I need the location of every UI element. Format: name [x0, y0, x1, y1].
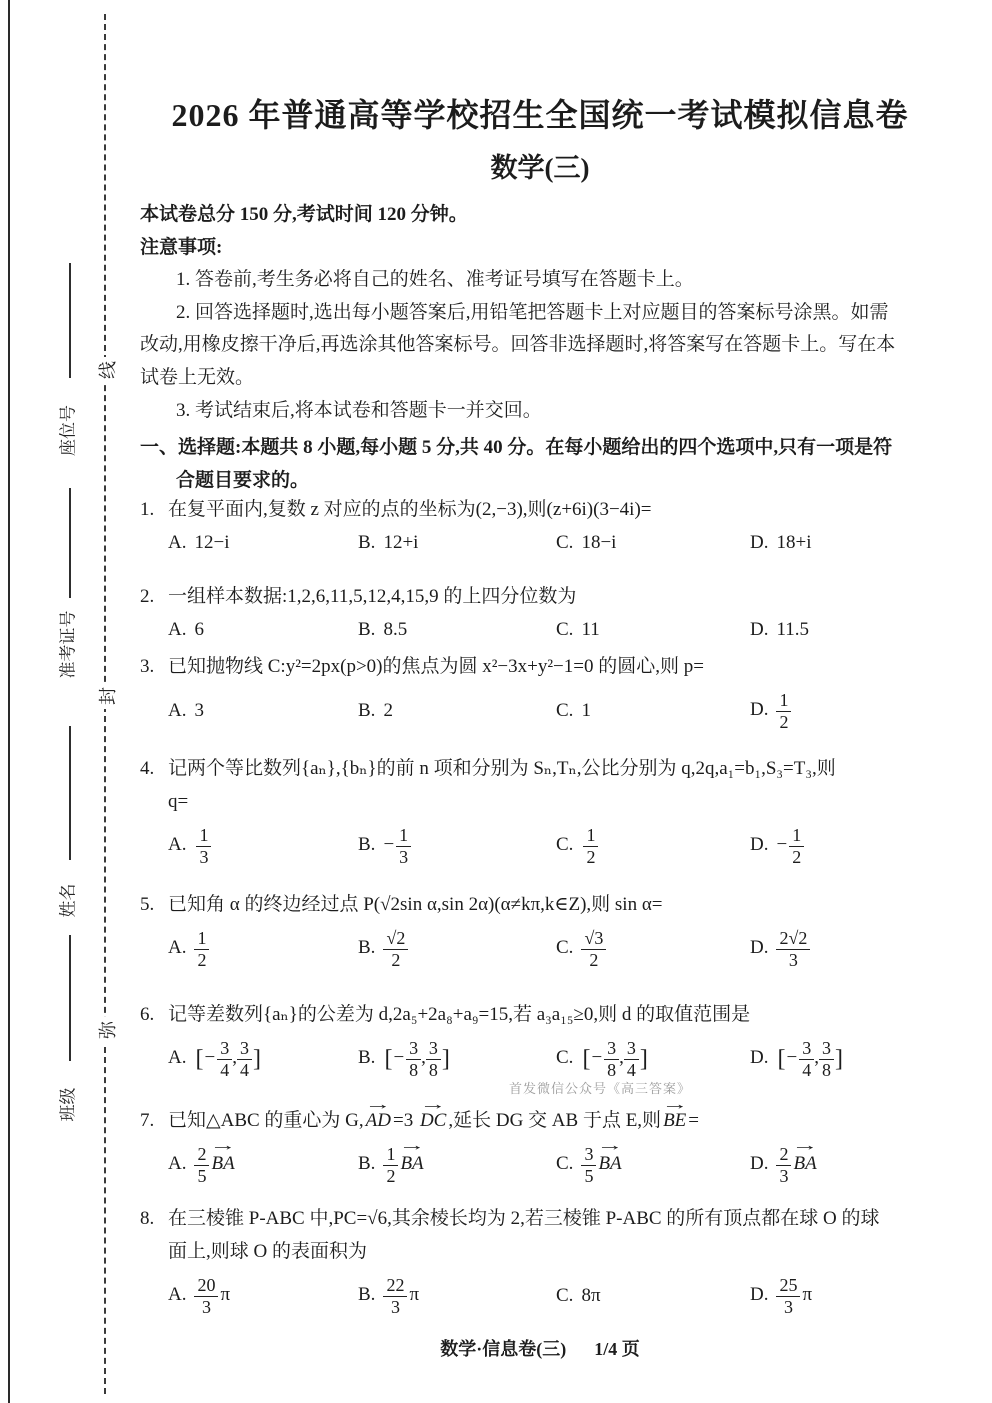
question-3: [140, 650, 940, 739]
option-value: 2: [383, 700, 393, 721]
option-label: A.: [168, 937, 187, 959]
class-blank: [69, 935, 71, 1061]
option-a: [168, 928, 358, 969]
option-value: 6: [194, 619, 204, 640]
page-title: 2026 年普通高等学校招生全国统一考试模拟信息卷: [171, 97, 909, 133]
section-header-line1: 一、选择题:本题共 8 小题,每小题 5 分,共 40 分。在每小题给出的四个选项中,只有一项是符: [140, 437, 893, 458]
seal-char-feng: 封: [89, 683, 125, 709]
option-label: B.: [358, 1284, 376, 1306]
option-label: B.: [358, 1153, 376, 1175]
option-value: 11: [581, 619, 600, 640]
option-label: B.: [358, 937, 376, 959]
option-fraction: $\frac{1}{3}$: [396, 825, 411, 866]
question-2-options: [140, 619, 940, 641]
option-c: [556, 532, 750, 554]
option-value: 8π: [581, 1285, 601, 1306]
option-d: [750, 532, 940, 554]
question-text: 在复平面内,复数 z 对应的点的坐标为(2,−3),则(z+6i)(3−4i)=: [168, 499, 652, 520]
option-fraction: $\frac{1}{2}$: [583, 825, 598, 866]
section-1-header: [140, 432, 940, 497]
option-value: 1: [581, 700, 591, 721]
question-8-stem-cont: 面上,则球 O 的表面积为: [168, 1241, 367, 1262]
option-b: [358, 619, 556, 641]
option-label: B.: [358, 700, 376, 721]
option-b: [358, 928, 556, 969]
footer-page-number: 1/4 页: [594, 1339, 640, 1359]
option-fraction: $\frac{2}{3}$: [776, 1144, 791, 1185]
total-score-line: 本试卷总分 150 分,考试时间 120 分钟。: [140, 204, 468, 225]
page-edge-line: [8, 0, 10, 1403]
vector-BA: → BA: [400, 1153, 423, 1175]
seat-number-label: 座位号: [58, 405, 78, 456]
option-fraction: $\frac{3}{8}$: [604, 1038, 619, 1079]
watermark-text: 首发微信公众号《高三答案》: [508, 1081, 691, 1096]
question-1-stem: [140, 493, 940, 526]
question-number: 3.: [140, 656, 155, 677]
option-label: C.: [556, 532, 574, 553]
option-a: A. $\frac{20}{3}$ π: [168, 1275, 231, 1317]
option-label: D.: [750, 1047, 769, 1069]
question-2: [140, 580, 940, 641]
option-c: [556, 1144, 750, 1185]
question-1-options: [140, 532, 940, 554]
option-b: B. − $\frac{1}{3}$: [358, 825, 556, 866]
page-footer: [140, 1335, 940, 1361]
exam-id-blank: [69, 488, 71, 598]
question-number: 2.: [140, 586, 155, 607]
notice-item-2-line2: 改动,用橡皮擦干净后,再选涂其他答案标号。回答非选择题时,将答案写在答题卡上。写在本: [140, 334, 896, 356]
notice-title: 注意事项:: [140, 236, 223, 258]
question-8-stem: [140, 1202, 940, 1235]
option-fraction: $\frac{3}{8}$: [426, 1038, 441, 1079]
question-text: 已知角 α 的终边经过点 P(√2sin α,sin 2α)(α≠kπ,k∈Z),则 sin α=: [168, 894, 663, 915]
option-c: [556, 700, 750, 722]
option-a: [168, 532, 358, 554]
question-number: 1.: [140, 499, 155, 520]
option-fraction: $\frac{1}{2}$: [776, 690, 791, 731]
option-fraction: $\frac{3}{4}$: [799, 1038, 814, 1079]
option-c: C. [− $\frac{3}{8}$ , $\frac{3}{4}$ ]: [556, 1038, 648, 1080]
option-label: A.: [168, 619, 187, 640]
option-d: D. − $\frac{1}{2}$: [750, 825, 940, 866]
option-d: [750, 690, 940, 731]
question-number: 8.: [140, 1208, 155, 1229]
seal-char-mi: 弥: [89, 1017, 125, 1043]
option-label: A.: [168, 1047, 187, 1069]
vector-BA: → BA: [793, 1153, 816, 1175]
notice-item-2-line1: 2. 回答选择题时,选出每小题答案后,用铅笔把答题卡上对应题目的答案标号涂黑。如需: [176, 301, 889, 323]
option-b: B. $\frac{22}{3}$ π: [358, 1275, 420, 1317]
option-label: B.: [358, 834, 376, 856]
vector-BA: → BA: [598, 1153, 621, 1175]
exam-page: [140, 0, 940, 1403]
vector-AD: → AD: [366, 1104, 391, 1137]
question-text: 已知抛物线 C:y²=2px(p>0)的焦点为圆 x²−3x+y²−1=0 的圆心,则 p=: [168, 656, 704, 677]
question-4-options: [140, 818, 940, 874]
exam-intro: [140, 199, 940, 427]
option-label: C.: [556, 1153, 574, 1175]
option-a: [168, 700, 358, 722]
option-fraction: $\frac{20}{3}$: [194, 1275, 218, 1316]
option-fraction: $\frac{3}{8}$: [819, 1038, 834, 1079]
class-label: 班级: [58, 1087, 78, 1122]
option-c: [556, 1285, 750, 1307]
question-7-stem: 7. 已知△ABC 的重心为 G, → AD =3 → DC ,延长 DG 交 AB 于点 E,则 → BE =: [140, 1096, 940, 1137]
option-label: C.: [556, 619, 574, 640]
option-label: C.: [556, 834, 574, 856]
option-fraction: $\frac{25}{3}$: [776, 1275, 800, 1316]
question-5: [140, 888, 940, 977]
option-value: 11.5: [776, 619, 810, 640]
vector-BA: → BA: [211, 1153, 234, 1175]
option-fraction: $\frac{1}{2}$: [194, 928, 209, 969]
option-fraction: $\frac{22}{3}$: [383, 1275, 407, 1316]
option-value: 12−i: [194, 532, 230, 553]
option-label: C.: [556, 937, 574, 959]
option-fraction: $\frac{3}{8}$: [406, 1038, 421, 1079]
option-c: [556, 928, 750, 969]
question-4-stem: [140, 752, 940, 785]
question-number: 7.: [140, 1110, 155, 1131]
question-text: 记两个等比数列{aₙ},{bₙ}的前 n 项和分别为 Sₙ,Tₙ,公比分别为 q,2q,a₁=b₁,S₃=T₃,则: [168, 758, 836, 779]
option-b: [358, 1144, 556, 1185]
option-label: D.: [750, 699, 769, 721]
option-fraction: $\frac{1}{2}$: [789, 825, 804, 866]
option-fraction: $\frac{3}{4}$: [237, 1038, 252, 1079]
option-label: C.: [556, 1047, 574, 1069]
option-fraction: $\frac{√3}{2}$: [581, 928, 606, 969]
seat-number-blank: [69, 263, 71, 378]
option-a: A. [− $\frac{3}{4}$ , $\frac{3}{4}$ ]: [168, 1038, 261, 1080]
question-3-stem: [140, 650, 940, 683]
option-label: B.: [358, 619, 376, 640]
section-header-line2: 合题目要求的。: [176, 469, 310, 491]
option-label: D.: [750, 532, 769, 553]
seal-char-xian: 线: [89, 357, 125, 383]
option-label: D.: [750, 619, 769, 640]
question-1: [140, 493, 940, 554]
option-fraction: $\frac{2√2}{3}$: [776, 928, 810, 969]
vector-BE: → BE: [663, 1104, 686, 1137]
option-label: D.: [750, 1284, 769, 1306]
option-label: D.: [750, 937, 769, 959]
question-text: 在三棱锥 P-ABC 中,PC=√6,其余棱长均为 2,若三棱锥 P-ABC 的所有顶点都在球 O 的球: [168, 1208, 880, 1229]
question-7: [140, 1096, 940, 1193]
question-5-options: [140, 921, 940, 977]
option-a: [168, 825, 358, 866]
option-b: [358, 700, 556, 722]
option-value: 8.5: [383, 619, 408, 640]
option-fraction: $\frac{1}{3}$: [196, 825, 211, 866]
question-6: [140, 998, 940, 1087]
name-label: 姓名: [58, 883, 78, 918]
option-c: [556, 825, 750, 866]
option-label: B.: [358, 1047, 376, 1069]
option-d: D. $\frac{25}{3}$ π: [750, 1275, 813, 1317]
option-a: [168, 1144, 358, 1185]
question-4-stem-cont: q=: [168, 791, 189, 812]
option-label: C.: [556, 1285, 574, 1306]
option-d: D. [− $\frac{3}{4}$ , $\frac{3}{8}$ ]: [750, 1038, 843, 1080]
option-label: B.: [358, 532, 376, 553]
question-7-options: [140, 1137, 940, 1193]
option-fraction: $\frac{2}{5}$: [194, 1144, 209, 1185]
question-8: [140, 1202, 940, 1324]
option-label: C.: [556, 700, 574, 721]
notice-item-1: 1. 答卷前,考生务必将自己的姓名、准考证号填写在答题卡上。: [176, 269, 694, 291]
question-3-options: [140, 683, 940, 739]
question-number: 5.: [140, 894, 155, 915]
option-fraction: $\frac{3}{4}$: [217, 1038, 232, 1079]
option-label: D.: [750, 1153, 769, 1175]
option-fraction: $\frac{3}{4}$: [624, 1038, 639, 1079]
option-d: [750, 619, 940, 641]
option-label: A.: [168, 1284, 187, 1306]
option-value: 18+i: [776, 532, 812, 553]
page-subtitle: 数学(三): [490, 153, 590, 183]
question-4: [140, 752, 940, 874]
option-label: A.: [168, 532, 187, 553]
option-label: A.: [168, 1153, 187, 1175]
option-fraction: $\frac{1}{2}$: [383, 1144, 398, 1185]
name-blank: [69, 726, 71, 860]
question-number: 6.: [140, 1004, 155, 1025]
option-value: 18−i: [581, 532, 617, 553]
vector-DC: → DC: [420, 1104, 446, 1137]
question-6-stem: [140, 998, 940, 1031]
question-5-stem: [140, 888, 940, 921]
footer-name: 数学·信息卷(三): [440, 1339, 567, 1359]
option-a: [168, 619, 358, 641]
option-label: D.: [750, 834, 769, 856]
option-value: 3: [194, 700, 204, 721]
exam-id-label: 准考证号: [58, 610, 78, 679]
question-8-options: [140, 1268, 940, 1324]
question-2-stem: [140, 580, 940, 613]
option-b: [358, 532, 556, 554]
notice-item-2-line3: 试卷上无效。: [140, 366, 255, 388]
question-text: 一组样本数据:1,2,6,11,5,12,4,15,9 的上四分位数为: [168, 586, 577, 607]
option-b: B. [− $\frac{3}{8}$ , $\frac{3}{8}$ ]: [358, 1038, 450, 1080]
question-text: 记等差数列{aₙ}的公差为 d,2a₅+2a₈+a₉=15,若 a₃a₁₅≥0,则 d 的取值范围是: [168, 1004, 751, 1025]
option-c: [556, 619, 750, 641]
option-label: A.: [168, 834, 187, 856]
option-d: [750, 928, 940, 969]
option-label: A.: [168, 700, 187, 721]
option-fraction: $\frac{√2}{2}$: [383, 928, 408, 969]
option-fraction: $\frac{3}{5}$: [581, 1144, 596, 1185]
question-number: 4.: [140, 758, 155, 779]
notice-item-3: 3. 考试结束后,将本试卷和答题卡一并交回。: [176, 399, 542, 421]
option-d: [750, 1144, 940, 1185]
option-value: 12+i: [383, 532, 419, 553]
